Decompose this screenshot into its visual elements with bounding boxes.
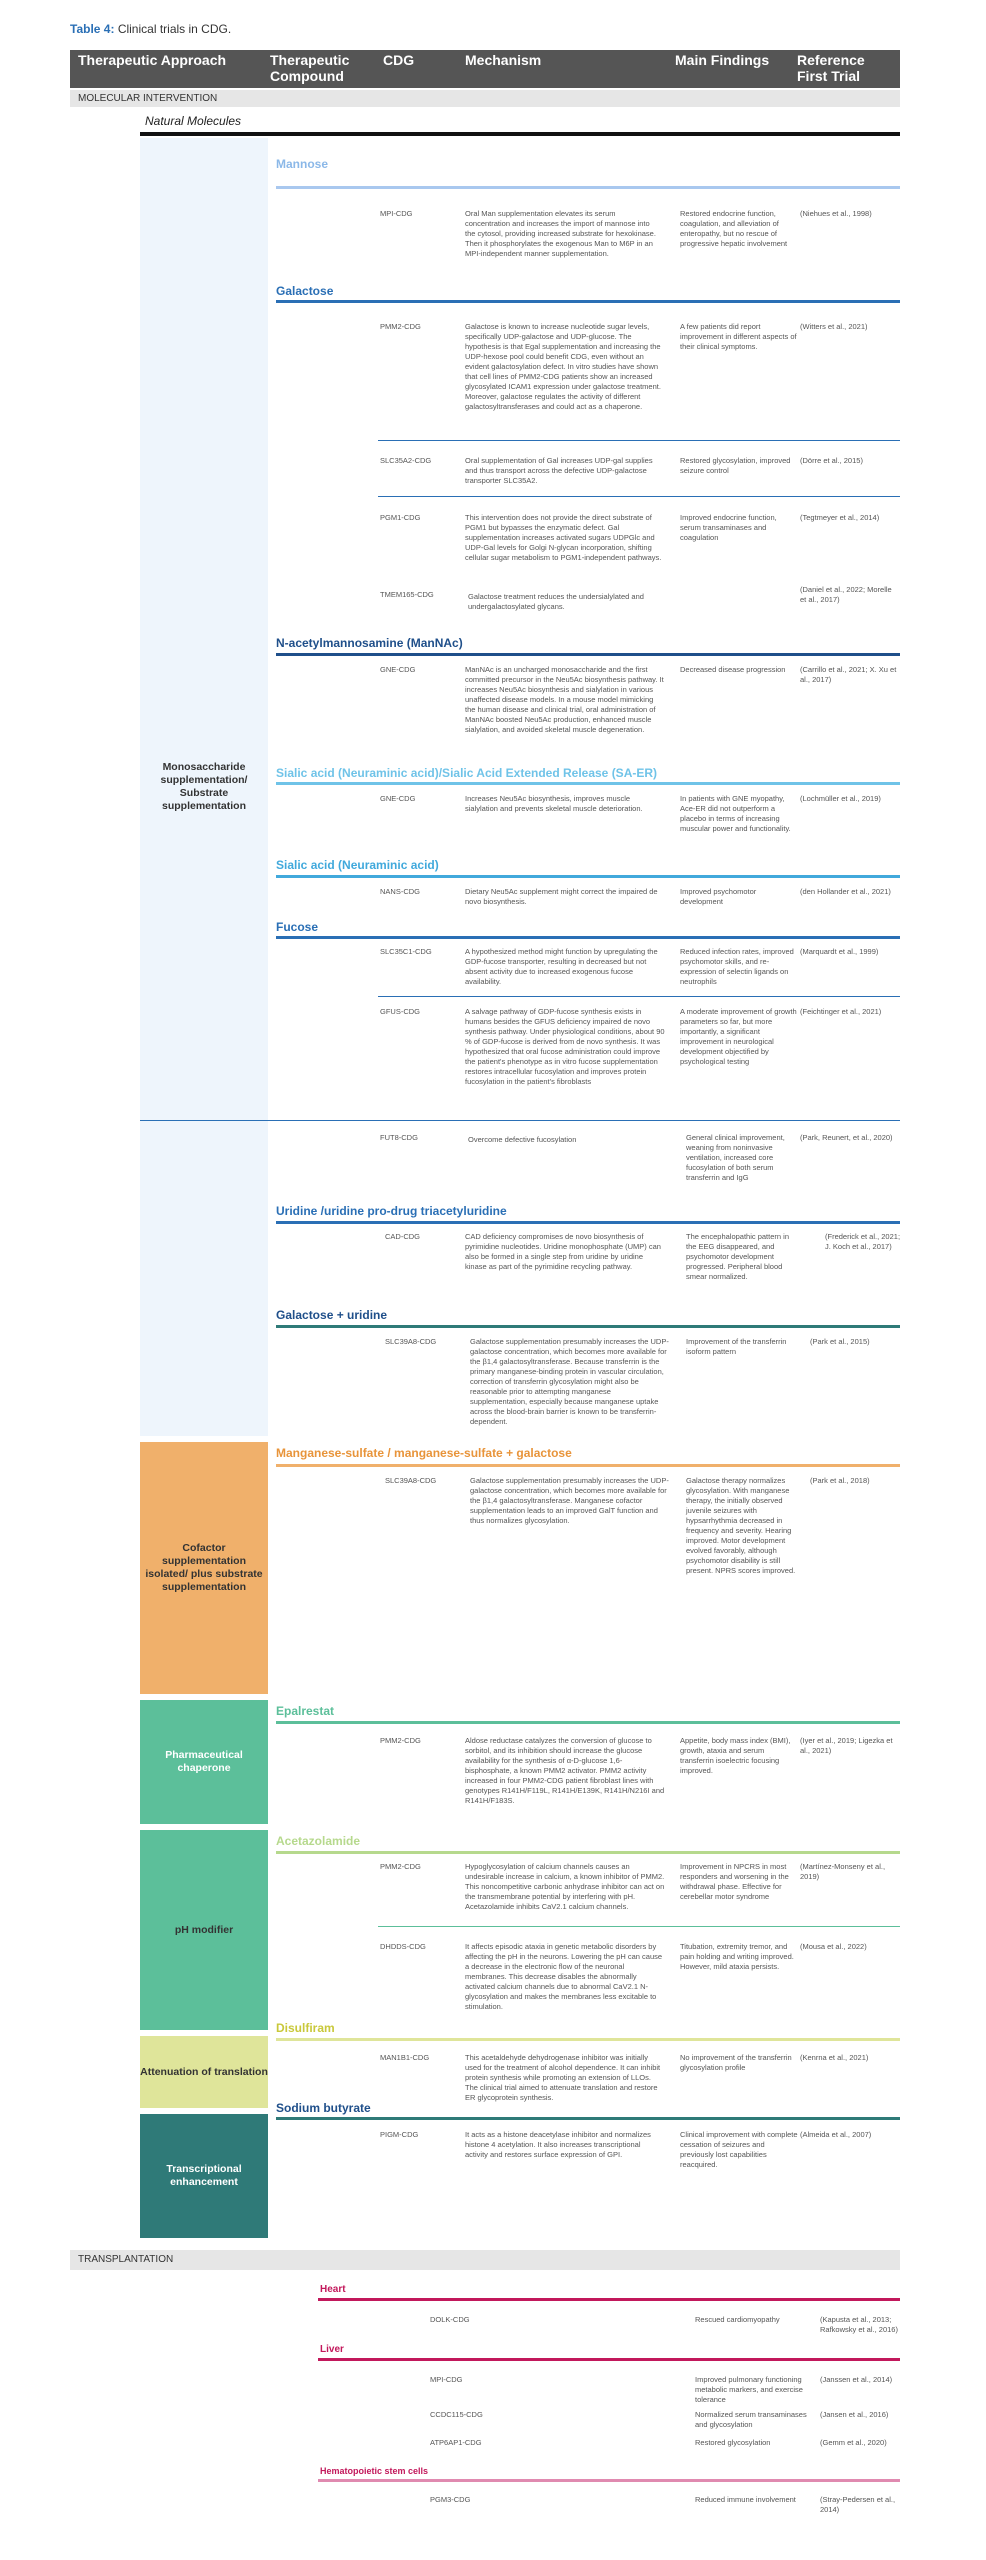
divider [318, 2358, 900, 2361]
cdg-slc39a8a: SLC39A8-CDG [385, 1337, 437, 1346]
category-cofactor: Cofactor supplementation isolated/ plus substrate supplementation [140, 1442, 268, 1694]
ref-mpi: (Niehues et al., 1998) [800, 209, 872, 218]
caption-label: Table 4: [70, 22, 115, 36]
organ-liver: Liver [320, 2344, 344, 2355]
find-slc39a8a: Improvement of the transferrin isoform pattern [686, 1337, 787, 1356]
find-pmm2ace: Improvement in NPCRS in most responders and worsening in the withdrawal phase. Effective for cerebellar motor syndrome [680, 1862, 789, 1901]
find-dolk: Rescued cardiomyopathy [695, 2315, 780, 2324]
mech-gfus: A salvage pathway of GDP-fucose synthesis exists in humans besides the GFUS deficiency impaired de novo synthesis pathway. Under physiological conditions, about 90 % of GDP-fucose is derived from de novo synthesis. It was hypothesized that oral fucose administration could improve the patient's phenotype as in vitro fucose supplementation restores intracellular fucosylation and improves protein fucosylation in the patient's fibroblasts [465, 1007, 665, 1086]
find-man1b1: No improvement of the transferrin glycosylation profile [680, 2053, 792, 2072]
cdg-gne1: GNE-CDG [380, 665, 416, 674]
ref-man1b1: (Kenrna et al., 2021) [800, 2053, 869, 2062]
category-transcriptional: Transcriptional enhancement [140, 2114, 268, 2238]
divider [276, 1721, 900, 1724]
section-natural: Natural Molecules [145, 114, 242, 128]
divider [378, 1926, 900, 1927]
compound-galactose: Galactose [276, 284, 334, 298]
mech-slc35c1: A hypothesized method might function by upregulating the GDP-fucose transporter, resulting in decreased but not absent activity due to increased exogenous fucose availability. [465, 947, 658, 986]
cdg-dhdds: DHDDS-CDG [380, 1942, 426, 1951]
cdg-cad: CAD-CDG [385, 1232, 420, 1241]
section-transplantation: TRANSPLANTATION [70, 2250, 900, 2270]
ref-slc35c1: (Marquardt et al., 1999) [800, 947, 879, 956]
divider [318, 2298, 900, 2301]
divider [276, 300, 900, 303]
find-slc35a2: Restored glycosylation, improved seizure control [680, 456, 791, 475]
cdg-atp6ap1: ATP6AP1-CDG [430, 2438, 482, 2447]
table-header [70, 50, 900, 88]
find-pmm2epa: Appetite, body mass index (BMI), growth, ataxia and serum transferrin isoelectric focusing improved. [680, 1736, 791, 1775]
cdg-mpiliver: MPI-CDG [430, 2375, 463, 2384]
header-compound: Therapeutic Compound [270, 52, 350, 84]
mech-gne2: Increases Neu5Ac biosynthesis, improves muscle sialylation and prevents skeletal muscle deterioration. [465, 794, 643, 813]
compound-mannose: Mannose [276, 157, 329, 171]
cdg-dolk: DOLK-CDG [430, 2315, 470, 2324]
category-monosaccharide: Monosaccharide supplementation/ Substrate supplementation [140, 138, 268, 1436]
ref-ccdc115: (Jansen et al., 2016) [820, 2410, 889, 2419]
ref-mpiliver: (Janssen et al., 2014) [820, 2375, 893, 2384]
find-cad: The encephalopathic pattern in the EEG disappeared, and psychomotor development progressed. Peripheral blood smear normalized. [686, 1232, 789, 1281]
cdg-slc39a8b: SLC39A8-CDG [385, 1476, 437, 1485]
divider [378, 496, 900, 497]
find-slc39a8b: Galactose therapy normalizes glycosylation. With manganese therapy, the initially observed juvenile seizures with hypsarrhythmia decreased in frequency and severity. Hearing improved. Motor development evolved favorably, although psychomotor disability is still present. NPRS scores improved. [686, 1476, 796, 1575]
ref-pgm3: (Stray-Pedersen et al., 2014) [820, 2495, 896, 2514]
ref-fut8: (Park, Reunert, et al., 2020) [800, 1133, 893, 1142]
find-atp6ap1: Restored glycosylation [695, 2438, 771, 2447]
compound-fucose: Fucose [276, 920, 319, 934]
category-chaperone: Pharmaceutical chaperone [140, 1700, 268, 1824]
mech-pmm2ace: Hypoglycosylation of calcium channels causes an undesirable increase in calcium, a known inhibitor of PMM2. This noncompetitive carbonic anhydrase inhibitor can act on the transmembrane potential by interfering with pH. Acetazolamide inhibits CaV2.1 calcium channels. [465, 1862, 665, 1911]
header-reference: Reference First Trial [797, 52, 865, 84]
mech-slc39a8a: Galactose supplementation presumably increases the UDP-galactose concentration, which becomes more available for the β1,4 galactosyltransferase. Because transferrin is the primary manganese-binding protein in vascular circulation, correction of transferrin glycosylation might also be reasonable prior to attempting manganese supplementation, especially because manganese uptake across the blood-brain barrier is known to be transferrin-dependent. [470, 1337, 669, 1426]
compound-mannac: N-acetylmannosamine (ManNAc) [276, 636, 463, 650]
divider [140, 1120, 900, 1121]
compound-acetazolamide: Acetazolamide [276, 1834, 361, 1848]
mech-slc35a2: Oral supplementation of Gal increases UDP-gal supplies and thus transport across the defective UDP-galactose transporter SLC35A2. [465, 456, 653, 485]
ref-pgm1: (Tegtmeyer et al., 2014) [800, 513, 880, 522]
ref-atp6ap1: (Gemm et al., 2020) [820, 2438, 887, 2447]
divider [276, 1221, 900, 1224]
find-mpiliver: Improved pulmonary functioning metabolic markers, and exercise tolerance [695, 2375, 803, 2404]
divider [140, 132, 900, 136]
compound-saer: Sialic acid (Neuraminic acid)/Sialic Acid Extended Release (SA-ER) [276, 766, 658, 780]
find-pigm: Clinical improvement with complete cessation of seizures and previously lost capabilities reacquired. [680, 2130, 798, 2169]
ref-gne1: (Carrillo et al., 2021; X. Xu et al., 2017) [800, 665, 897, 684]
mech-cad: CAD deficiency compromises de novo biosynthesis of pyrimidine nucleotides. Uridine monophosphate (UMP) can also be formed in a single step from uridine by uridine kinase as part of the pyrimidine recycling pathway. [465, 1232, 661, 1271]
mech-fut8: Overcome defective fucosylation [468, 1135, 577, 1144]
cdg-nans: NANS-CDG [380, 887, 421, 896]
divider [276, 1851, 900, 1854]
mech-dhdds: It affects episodic ataxia in genetic metabolic disorders by affecting the pH in the neurons. Lowering the pH can cause a decrease in the electronic flow of the neuronal membranes. This decrease disables the abnormally activated calcium channels due to abnormal CaV2.1 N-glycosylation and makes the membranes less excitable to stimulation. [465, 1942, 663, 2011]
ref-slc39a8a: (Park et al., 2015) [810, 1337, 870, 1346]
ref-pmm2gal: (Witters et al., 2021) [800, 322, 868, 331]
ref-slc39a8b: (Park et al., 2018) [810, 1476, 870, 1485]
header-mechanism: Mechanism [465, 52, 542, 68]
cdg-ccdc115: CCDC115-CDG [430, 2410, 483, 2419]
find-gne2: In patients with GNE myopathy, Ace-ER did not outperform a placebo in terms of increasing muscular power and functionality. [680, 794, 791, 833]
find-nans: Improved psychomotor development [680, 887, 757, 906]
ref-dhdds: (Mousa et al., 2022) [800, 1942, 867, 1951]
ref-pmm2epa: (Iyer et al., 2019; Ligezka et al., 2021) [800, 1736, 893, 1755]
organ-heart: Heart [320, 2284, 346, 2295]
cdg-fut8: FUT8-CDG [380, 1133, 418, 1142]
find-ccdc115: Normalized serum transaminases and glycosylation [695, 2410, 807, 2429]
compound-butyrate: Sodium butyrate [276, 2101, 371, 2115]
ref-cad: (Frederick et al., 2021; J. Koch et al., 2017) [825, 1232, 901, 1251]
cdg-gfus: GFUS-CDG [380, 1007, 420, 1016]
organ-hsc: Hematopoietic stem cells [320, 2466, 429, 2476]
find-mpi: Restored endocrine function, coagulation, and alleviation of enteropathy, but no rescue of progressive hepatic involvement [680, 209, 788, 248]
divider [276, 2117, 900, 2120]
mech-pigm: It acts as a histone deacetylase inhibitor and normalizes histone 4 acetylation. It also increases transcriptional activity and restores surface expression of GPI. [465, 2130, 651, 2159]
section-molecular: MOLECULAR INTERVENTION [70, 90, 900, 107]
compound-epalrestat: Epalrestat [276, 1704, 335, 1718]
divider [318, 2479, 900, 2482]
find-fut8: General clinical improvement, weaning from noninvasive ventilation, increased core fucosylation of both serum transferrin and IgG [686, 1133, 785, 1182]
ref-gfus: (Feichtinger et al., 2021) [800, 1007, 882, 1016]
find-slc35c1: Reduced infection rates, improved psychomotor skills, and re-expression of selectin ligands on neutrophils [680, 947, 794, 986]
compound-disulfiram: Disulfiram [276, 2021, 335, 2035]
mech-nans: Dietary Neu5Ac supplement might correct the impaired de novo biosynthesis. [465, 887, 658, 906]
cdg-pgm3: PGM3-CDG [430, 2495, 471, 2504]
compound-manganese: Manganese-sulfate / manganese-sulfate + galactose [276, 1446, 572, 1460]
cdg-man1b1: MAN1B1-CDG [380, 2053, 430, 2062]
ref-tmem165: (Daniel et al., 2022; Morelle et al., 2017) [800, 585, 892, 604]
compound-galuridine: Galactose + uridine [276, 1308, 388, 1322]
mech-tmem165: Galactose treatment reduces the undersialylated and undergalactosylated glycans. [468, 592, 644, 611]
cdg-mpi: MPI-CDG [380, 209, 413, 218]
cdg-gne2: GNE-CDG [380, 794, 416, 803]
ref-dolk: (Kapusta et al., 2013; Rafkowsky et al., 2016) [820, 2315, 898, 2334]
category-ph: pH modifier [140, 1830, 268, 2030]
cdg-pmm2gal: PMM2-CDG [380, 322, 421, 331]
table-caption [70, 22, 231, 36]
ref-pmm2ace: (Martínez-Monseny et al., 2019) [800, 1862, 886, 1881]
divider [276, 2038, 900, 2041]
divider [276, 186, 900, 189]
ref-pigm: (Almeida et al., 2007) [800, 2130, 872, 2139]
find-gfus: A moderate improvement of growth parameters so far, but more importantly, a significant improvement in neurological development objectified by psychological testing [680, 1007, 797, 1066]
header-findings: Main Findings [675, 52, 770, 68]
mech-man1b1: This acetaldehyde dehydrogenase inhibitor was initially used for the treatment of alcohol dependence. It can inhibit protein synthesis while promoting an extension of LLOs. The clinical trial aimed to attenuate translation and restore ER glycoprotein synthesis. [465, 2053, 661, 2102]
divider [276, 782, 900, 785]
cdg-pmm2epa: PMM2-CDG [380, 1736, 421, 1745]
cdg-pigm: PIGM-CDG [380, 2130, 419, 2139]
find-pgm3: Reduced immune involvement [695, 2495, 796, 2504]
divider [276, 653, 900, 656]
cdg-slc35a2: SLC35A2-CDG [380, 456, 432, 465]
find-gne1: Decreased disease progression [680, 665, 786, 674]
compound-uridine: Uridine /uridine pro-drug triacetyluridine [276, 1204, 507, 1218]
mech-pmm2epa: Aldose reductase catalyzes the conversion of glucose to sorbitol, and its inhibition should increase the glucose availability for the synthesis of α-D-glucose 1,6-bisphosphate, a known PMM2 activator. PMM2 activity increased in four PMM2-CDG patient fibroblast lines with genotypes R141H/F119L, R141H/E139K, R141H/N216I and R141H/F183S. [465, 1736, 665, 1805]
divider [276, 875, 900, 878]
divider [378, 440, 900, 441]
caption-text: Clinical trials in CDG. [117, 22, 232, 36]
mech-slc39a8b: Galactose supplementation presumably increases the UDP-galactose concentration, which becomes more available for the β1,4 galactosyltransferase. Manganese cofactor supplementation leads to an improved GalT function and thus normalizes glycosylation. [470, 1476, 669, 1525]
divider [276, 1464, 900, 1467]
ref-nans: (den Hollander et al., 2021) [800, 887, 891, 896]
category-attenuation: Attenuation of translation [140, 2036, 268, 2108]
cdg-pmm2ace: PMM2-CDG [380, 1862, 421, 1871]
find-pmm2gal: A few patients did report improvement in different aspects of their clinical symptoms. [680, 322, 797, 351]
compound-sialic: Sialic acid (Neuraminic acid) [276, 858, 439, 872]
mech-pmm2gal: Galactose is known to increase nucleotide sugar levels, specifically UDP-galactose and UDP-glucose. The hypothesis is that Egal supplementation and increasing the UDP-hexose pool could benefit CDG, even without an evident galactosylation defect. In vitro studies have shown that cell lines of PMM2-CDG patients show an increased glycosylated ICAM1 expression under galactose treatment. Moreover, galactose regulates the activity of different galactosyltransferases and could act as a chaperone. [465, 322, 661, 411]
find-pgm1: Improved endocrine function, serum transaminases and coagulation [680, 513, 777, 542]
mech-mpi: Oral Man supplementation elevates its serum concentration and increases the import of mannose into the cytosol, providing increased substrate for hexokinase. Then it phosphorylates the exogenous Man to M6P in an MPI-independent manner supplementation. [465, 209, 656, 258]
mech-gne1: ManNAc is an uncharged monosaccharide and the first committed precursor in the Neu5Ac biosynthesis pathway. It increases Neu5Ac biosynthesis and sialylation in various unaffected disease models. In a mouse model mimicking the human disease and clinical trial, oral administration of ManNAc boosted Neu5Ac production, enhanced muscle sialylation, and avoided skeletal muscle degeneration. [465, 665, 664, 734]
ref-gne2: (Lochmüller et al., 2019) [800, 794, 881, 803]
header-approach: Therapeutic Approach [78, 52, 227, 68]
header-cdg: CDG [383, 52, 415, 68]
find-dhdds: Titubation, extremity tremor, and pain holding and writing improved. However, mild ataxia persists. [680, 1942, 794, 1971]
ref-slc35a2: (Dörre et al., 2015) [800, 456, 863, 465]
divider [378, 996, 900, 997]
mech-pgm1: This intervention does not provide the direct substrate of PGM1 but bypasses the enzymatic defect. Gal supplementation increases activated sugars UDPGlc and UDP-Gal levels for Golgi N-glycan incorporation, shifting cellular sugar metabolism to PGM1-independent pathways. [465, 513, 662, 562]
cdg-slc35c1: SLC35C1-CDG [380, 947, 432, 956]
cdg-tmem165: TMEM165-CDG [380, 590, 434, 599]
cdg-pgm1: PGM1-CDG [380, 513, 421, 522]
divider [276, 936, 900, 939]
divider [276, 1325, 900, 1328]
